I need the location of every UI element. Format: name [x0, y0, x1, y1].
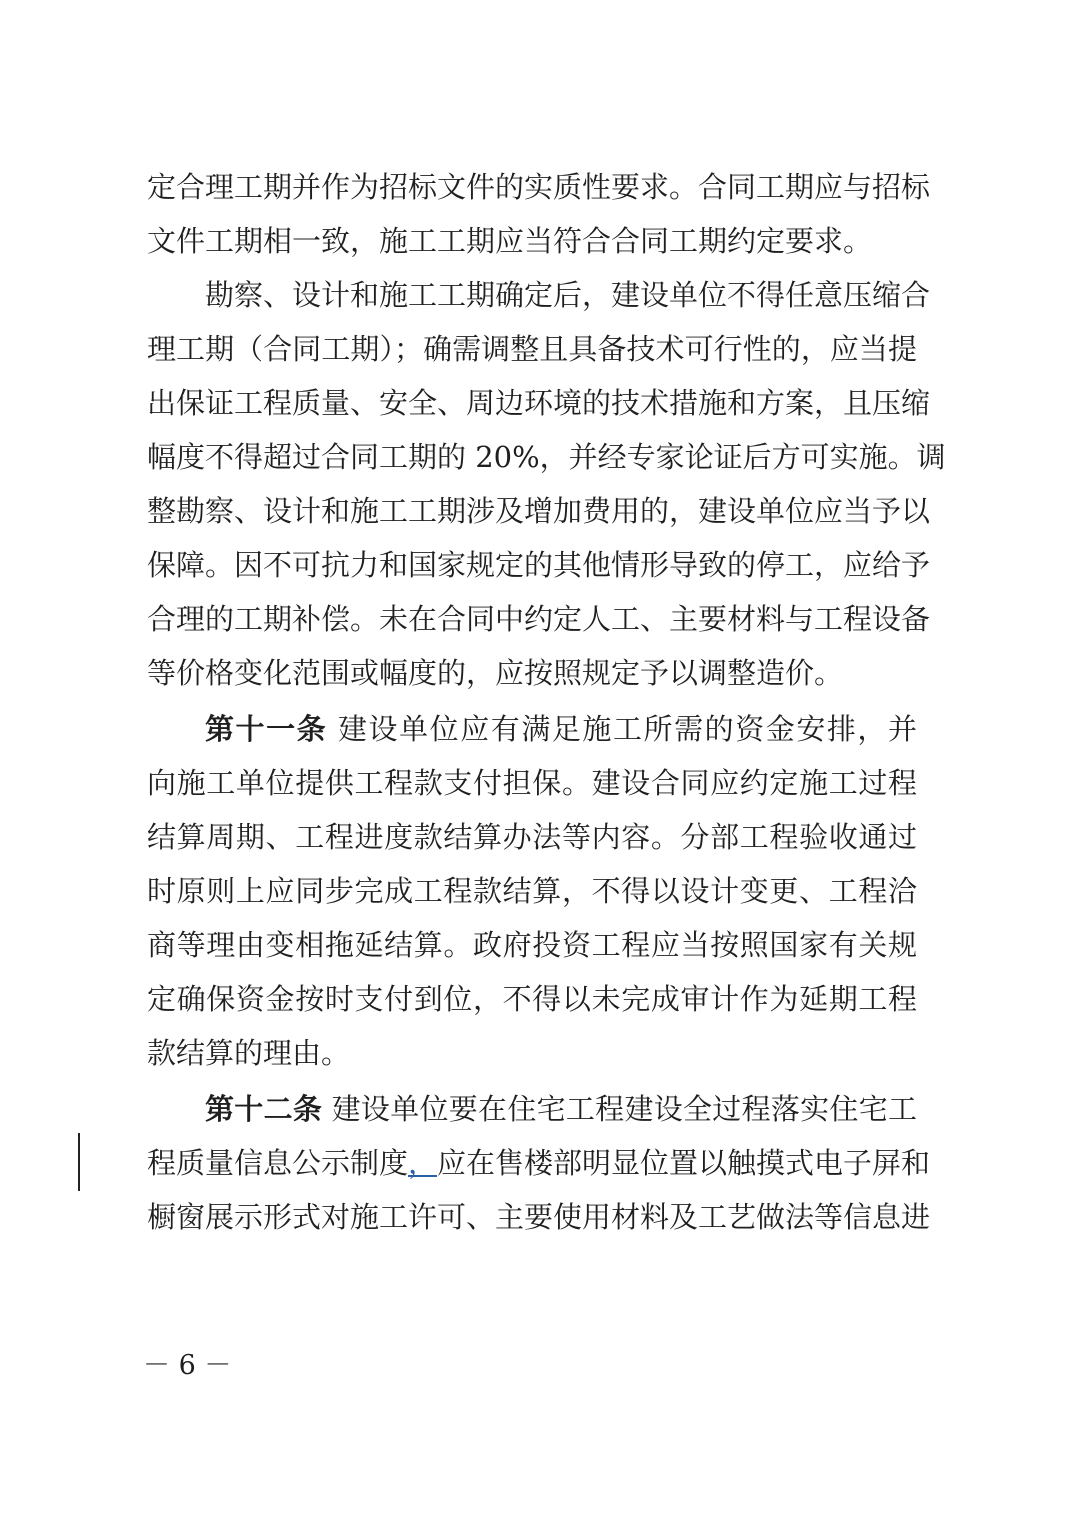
body-text-line: 向施工单位提供工程款支付担保。建设合同应约定施工过程	[147, 766, 917, 800]
spacer	[327, 712, 338, 746]
body-text-line: 结算周期、工程进度款结算办法等内容。分部工程验收通过	[147, 820, 917, 854]
article-heading: 第十二条	[205, 1092, 323, 1126]
article-first-line	[205, 709, 917, 749]
body-text-line	[147, 1143, 931, 1183]
page-number: － 6 －	[143, 1350, 232, 1381]
body-text-line: 理工期（合同工期）；确需调整且具备技术可行性的，应当提	[147, 332, 917, 366]
body-text-line: 保障。因不可抗力和国家规定的其他情形导致的停工，应给予	[147, 548, 931, 582]
body-text-line: 商等理由变相拖延结算。政府投资工程应当按照国家有关规	[147, 928, 917, 962]
body-text-line: 时原则上应同步完成工程款结算，不得以设计变更、工程洽	[147, 874, 917, 908]
body-text-line: 橱窗展示形式对施工许可、主要使用材料及工艺做法等信息进	[147, 1200, 931, 1234]
body-text-line: 款结算的理由。	[147, 1036, 351, 1070]
article-text: 建设单位要在住宅工程建设全过程落实住宅工	[331, 1092, 917, 1126]
body-text-line: 定确保资金按时支付到位，不得以未完成审计作为延期工程	[147, 982, 917, 1016]
text-segment: 应在售楼部明显位置以触摸式电子屏和	[437, 1146, 931, 1180]
spacer	[322, 1092, 332, 1126]
body-text-line: 定合理工期并作为招标文件的实质性要求。合同工期应与招标	[147, 170, 931, 204]
body-text-line: 合理的工期补偿。未在合同中约定人工、主要材料与工程设备	[147, 602, 931, 636]
article-text: 建设单位应有满足施工所需的资金安排，并	[338, 712, 917, 746]
body-text-line: 幅度不得超过合同工期的 20%，并经专家论证后方可实施。调	[147, 440, 946, 474]
tracked-change-mark: ，	[408, 1146, 438, 1180]
body-text-line: 出保证工程质量、安全、周边环境的技术措施和方案，且压缩	[147, 386, 931, 420]
revision-change-bar	[78, 1133, 80, 1191]
body-text-line: 勘察、设计和施工工期确定后，建设单位不得任意压缩合	[205, 278, 931, 312]
text-segment: 程质量信息公示制度	[147, 1146, 409, 1180]
body-text-line: 整勘察、设计和施工工期涉及增加费用的，建设单位应当予以	[147, 494, 931, 528]
body-text-line: 文件工期相一致，施工工期应当符合合同工期约定要求。	[147, 224, 873, 258]
body-text-line: 等价格变化范围或幅度的，应按照规定予以调整造价。	[147, 656, 844, 690]
article-first-line	[205, 1089, 917, 1129]
article-heading: 第十一条	[205, 712, 328, 746]
